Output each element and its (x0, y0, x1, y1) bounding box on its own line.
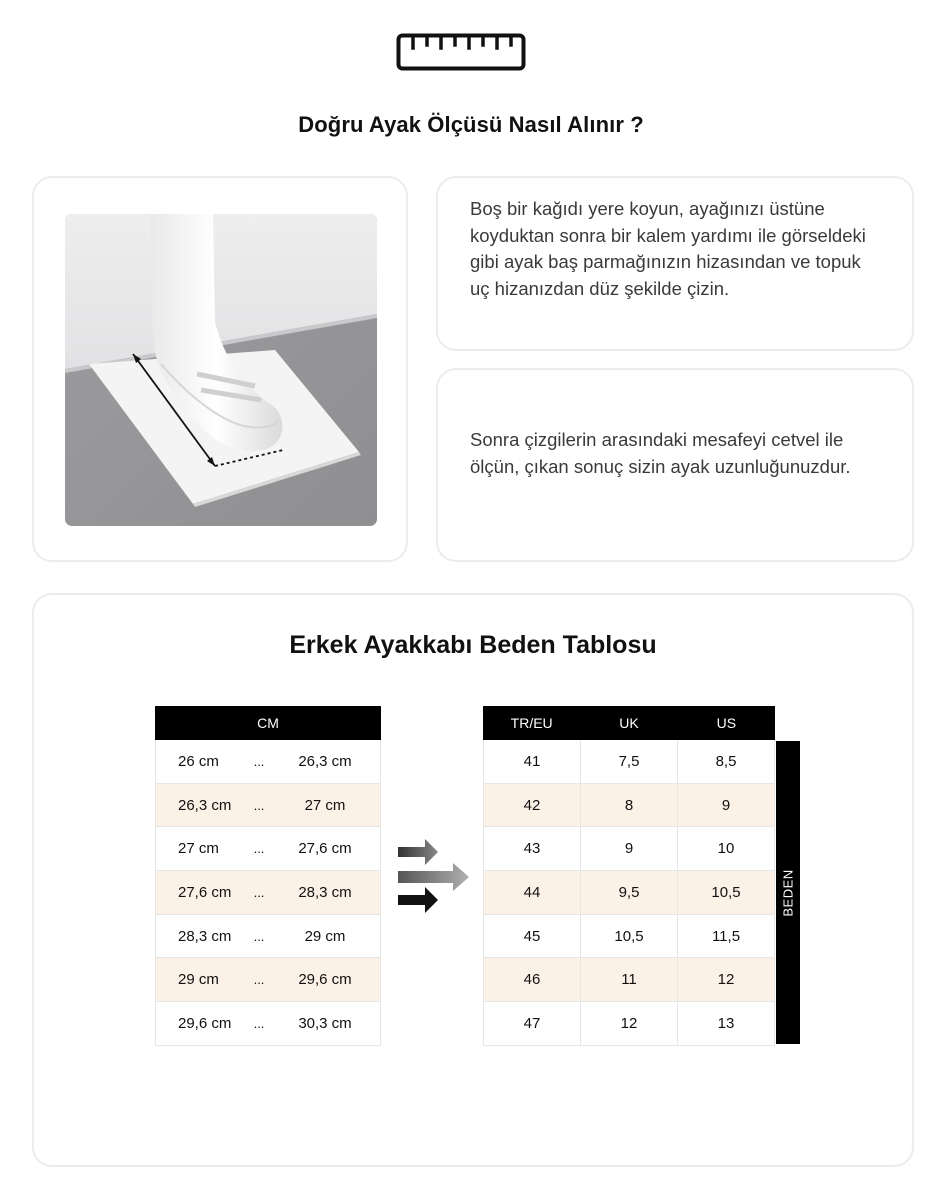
cell-us: 10 (677, 827, 774, 870)
size-table (483, 706, 775, 1046)
step-2-card (436, 368, 914, 562)
table-row (155, 1002, 381, 1046)
table-row (155, 784, 381, 828)
cm-to: 28,3 cm (298, 883, 352, 901)
cm-from: 26 cm (178, 752, 219, 770)
cell-us: 8,5 (677, 740, 774, 783)
cm-to: 26,3 cm (298, 752, 352, 770)
cm-table (155, 706, 381, 1046)
table-row (155, 740, 381, 784)
table-row (483, 784, 775, 828)
cm-to: 29 cm (304, 927, 346, 945)
cm-from: 26,3 cm (178, 796, 232, 814)
step-1-text: Boş bir kağıdı yere koyun, ayağınızı üstüne koyduktan sonra bir kalem yardımı ile görseldeki gibi ayak baş parmağınızın hizasından ve topuk uç hizanızdan düz şekilde çizin. (470, 198, 866, 299)
cm-to: 27,6 cm (298, 840, 352, 858)
cell-tr-eu: 43 (523, 840, 541, 858)
cm-to: 29,6 cm (298, 971, 352, 989)
table-row (483, 1002, 775, 1046)
table-row (483, 871, 775, 915)
cm-from: 27,6 cm (178, 883, 232, 901)
cell-uk: 11 (580, 958, 677, 1001)
cm-from: 27 cm (178, 840, 219, 858)
table-row (483, 915, 775, 959)
header-uk: UK (619, 715, 639, 731)
cell-uk: 10,5 (580, 915, 677, 958)
header-tr-eu: TR/EU (510, 715, 553, 731)
table-row (155, 915, 381, 959)
cm-from: 28,3 cm (178, 927, 232, 945)
table-row (155, 827, 381, 871)
cell-uk: 12 (580, 1002, 677, 1045)
page-title: Doğru Ayak Ölçüsü Nasıl Alınır ? (298, 112, 644, 137)
ruler-icon (396, 33, 526, 71)
foot-measure-photo-card (32, 176, 408, 562)
cell-us: 9 (677, 784, 774, 827)
cm-separator: ... (253, 753, 265, 769)
cell-tr-eu: 42 (523, 796, 541, 814)
cm-separator: ... (253, 972, 265, 988)
cell-tr-eu: 45 (523, 927, 541, 945)
cell-tr-eu: 44 (523, 883, 541, 901)
cell-us: 13 (677, 1002, 774, 1045)
cell-uk: 9,5 (580, 871, 677, 914)
beden-label: BEDEN (780, 868, 796, 917)
table-row (483, 827, 775, 871)
cell-uk: 8 (580, 784, 677, 827)
table-row (155, 958, 381, 1002)
arrows-right-icon (397, 835, 471, 915)
cell-us: 12 (677, 958, 774, 1001)
step-2-text: Sonra çizgilerin arasındaki mesafeyi cetvel ile ölçün, çıkan sonuç sizin ayak uzunluğunuzdur. (470, 429, 851, 477)
cm-separator: ... (253, 928, 265, 944)
cm-from: 29 cm (178, 971, 219, 989)
cm-separator: ... (253, 841, 265, 857)
cell-tr-eu: 41 (523, 752, 541, 770)
table-row (483, 958, 775, 1002)
step-1-card (436, 176, 914, 351)
foot-on-paper-image (65, 214, 377, 526)
cell-uk: 7,5 (580, 740, 677, 783)
beden-side-bar (776, 741, 800, 1044)
cm-separator: ... (253, 1015, 265, 1031)
cm-from: 29,6 cm (178, 1014, 232, 1032)
header-us: US (716, 715, 737, 731)
cell-tr-eu: 47 (523, 1014, 541, 1032)
table-row (155, 871, 381, 915)
cell-us: 10,5 (677, 871, 774, 914)
cm-table-header (155, 706, 381, 740)
cell-uk: 9 (580, 827, 677, 870)
cm-to: 27 cm (304, 796, 346, 814)
cm-header-label: CM (257, 715, 279, 731)
size-table-header (483, 706, 775, 740)
cm-separator: ... (253, 884, 265, 900)
cm-separator: ... (253, 797, 265, 813)
cm-to: 30,3 cm (298, 1014, 352, 1032)
cell-tr-eu: 46 (523, 971, 541, 989)
size-chart-card (32, 593, 914, 1167)
table-row (483, 740, 775, 784)
cell-us: 11,5 (677, 915, 774, 958)
size-chart-title: Erkek Ayakkabı Beden Tablosu (289, 631, 657, 659)
